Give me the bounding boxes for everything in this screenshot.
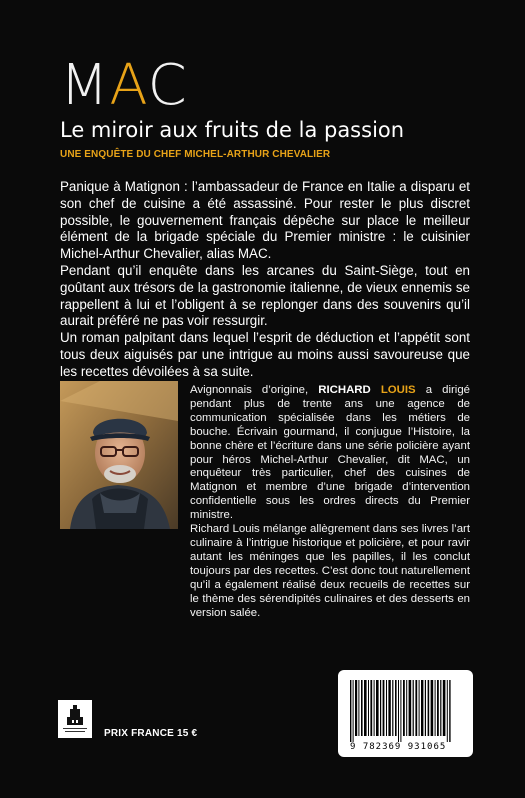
author-bio-paragraph xyxy=(190,384,470,523)
title-letter-c: C xyxy=(147,53,188,118)
author-bio xyxy=(190,384,470,620)
series-tagline: UNE ENQUÊTE DU CHEF MICHEL-ARTHUR CHEVALIER xyxy=(60,149,331,160)
publisher-logo xyxy=(58,700,92,738)
blurb-paragraph: Un roman palpitant dans lequel l’esprit de déduction et l’appétit sont tous deux aiguisés par une intrigue au moins aussi savoureuse que les recettes dévoilées à sa suite. xyxy=(60,330,470,379)
blurb-paragraph: Pendant qu’il enquête dans les arcanes du Saint-Siège, tout en goûtant aux trésors de la gastronomie italienne, de vieux ennemis se rappellent à lui et l’obligent à se replonger dans des souvenirs qu’il aurait préféré ne pas voir ressurgir. xyxy=(60,262,470,329)
price-label: PRIX FRANCE 15 € xyxy=(104,728,198,739)
title-letter-m: M xyxy=(60,53,110,118)
author-bio-paragraph: Richard Louis mélange allègrement dans ses livres l’art culinaire à l’intrigue historique et policière, et pour ravir autant les méninges que les papilles, il les conclut toujours par des recettes. C’est donc tout naturellement qu’il a également réalisé deux recueils de recettes sur le thème des sérendipités culinaires et des desserts en version salée. xyxy=(190,523,470,619)
author-first-name: RICHARD xyxy=(318,384,381,396)
isbn-barcode xyxy=(338,670,473,757)
author-last-name: LOUIS xyxy=(380,384,416,396)
isbn-digits: 9 782369 931065 xyxy=(350,742,447,752)
author-name xyxy=(318,384,415,396)
back-cover-blurb xyxy=(60,179,470,381)
author-portrait-illustration xyxy=(60,381,178,529)
series-title xyxy=(60,53,188,118)
author-bio-text: a dirigé pendant plus de trente ans une agence de communication spécialisée dans les métiers de bouche. Écrivain gourmand, il conjugue l’Histoire, la bonne chère et l’écriture dans une série policière ayant pour héros Michel-Arthur Chevalier, dit MAC, un enquêteur très particulier, chef des cuisines de Matignon et membre d’une brigade d’intervention confidentielle sous les ordres directs du Premier ministre. xyxy=(190,384,470,522)
publisher-logo-tower-icon xyxy=(58,700,92,738)
title-letter-a: A xyxy=(109,53,148,118)
blurb-paragraph: Panique à Matignon : l’ambassadeur de France en Italie a disparu et son chef de cuisine a été assassiné. Pour rester le plus discret possible, le gouvernement français dépêche sur place le meilleur élément de la brigade spéciale du Premier ministre : le cuisinier Michel-Arthur Chevalier, alias MAC. xyxy=(60,179,470,262)
author-photo xyxy=(60,381,178,529)
book-subtitle: Le miroir aux fruits de la passion xyxy=(60,118,405,142)
author-bio-intro: Avignonnais d’origine, xyxy=(190,384,319,396)
